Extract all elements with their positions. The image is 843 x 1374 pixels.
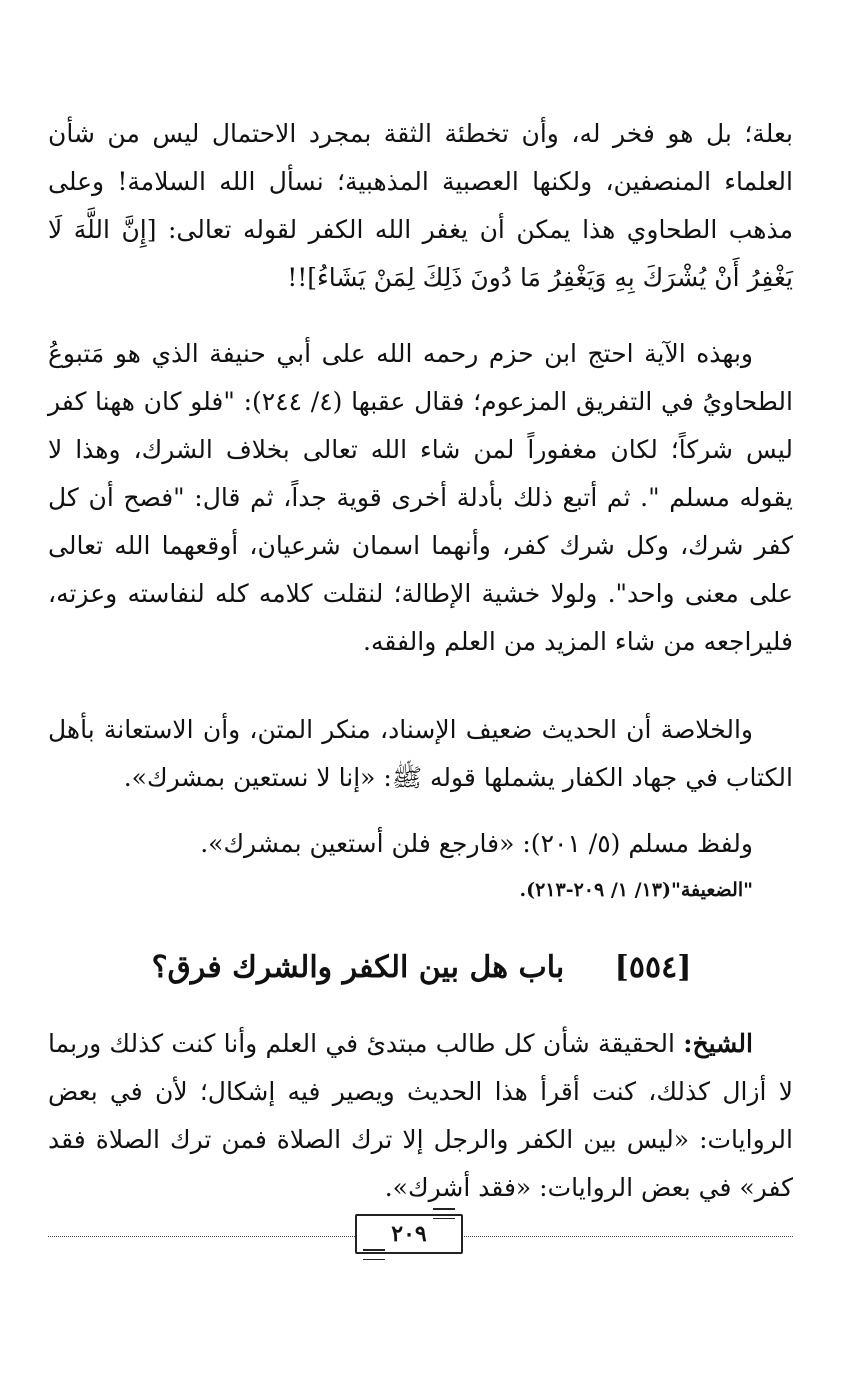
chapter-title: باب هل بين الكفر والشرك فرق؟ (151, 950, 565, 985)
paragraph-conclusion (48, 706, 793, 802)
source-text: ولفظ مسلم (٥/ ٢٠١): «فارجع فلن أستعين بمشرك». (200, 829, 753, 858)
speaker-text: الحقيقة شأن كل طالب مبتدئ في العلم وأنا كنت كذلك وربما لا أزال كذلك، كنت أقرأ هذا الحديث ويصير فيه إشكال؛ لأن في بعض الروايات: «ليس بين الكفر والرجل إلا ترك الصلاة فمن ترك الصلاة فقد كفر» في بعض الروايات: «فقد أشرك». (48, 1029, 793, 1202)
chapter-number: [٥٥٤] (614, 950, 692, 985)
paragraph-ibn-hazm (48, 330, 793, 666)
citation-text: "الضعيفة"(١٣/ ١/ ٢٠٩-٢١٣). (519, 879, 753, 901)
paragraph-sheikh (48, 1020, 793, 1212)
paragraph-text: وبهذه الآية احتج ابن حزم رحمه الله على أبي حنيفة الذي هو مَتبوعُ الطحاويُ في التفريق المزعوم؛ فقال عقبها (٤/ ٢٤٤): "فلو كان ههنا كفر ليس شركاً؛ لكان مغفوراً لمن شاء الله تعالى بخلاف الشرك، وهذا لا يقوله مسلم ". ثم أتبع ذلك بأدلة أخرى قوية جداً، ثم قال: "فصح أن كل كفر شرك، وكل شرك كفر، وأنهما اسمان شرعيان، أوقعهما الله تعالى على معنى واحد". ولولا خشية الإطالة؛ لنقلت كلامه كله لنفاسته وعزته، فليراجعه من شاء المزيد من العلم والفقه. (48, 339, 793, 656)
page-number: ٢٠٩ (355, 1214, 463, 1254)
chapter-heading (0, 940, 843, 996)
paragraph-tahawi-criticism (48, 110, 793, 302)
paragraph-text: بعلة؛ بل هو فخر له، وأن تخطئة الثقة بمجرد الاحتمال ليس من شأن العلماء المنصفين، ولكنها العصبية المذهبية؛ نسأل الله السلامة! وعلى مذهب الطحاوي هذا يمكن أن يغفر الله الكفر لقوله تعالى: [إِنَّ اللَّهَ لَا يَغْفِرُ أَنْ يُشْرَكَ بِهِ وَيَغْفِرُ مَا دُونَ ذَلِكَ لِمَنْ يَشَاءُ]!! (48, 119, 793, 292)
source-muslim (8, 820, 753, 868)
paragraph-text (48, 1020, 793, 1212)
speaker-label: الشيخ: (683, 1029, 753, 1058)
paragraph-text: والخلاصة أن الحديث ضعيف الإسناد، منكر المتن، وأن الاستعانة بأهل الكتاب في جهاد الكفار يشملها قوله ﷺ: «إنا لا نستعين بمشرك». (48, 715, 793, 792)
source-citation (8, 872, 753, 908)
